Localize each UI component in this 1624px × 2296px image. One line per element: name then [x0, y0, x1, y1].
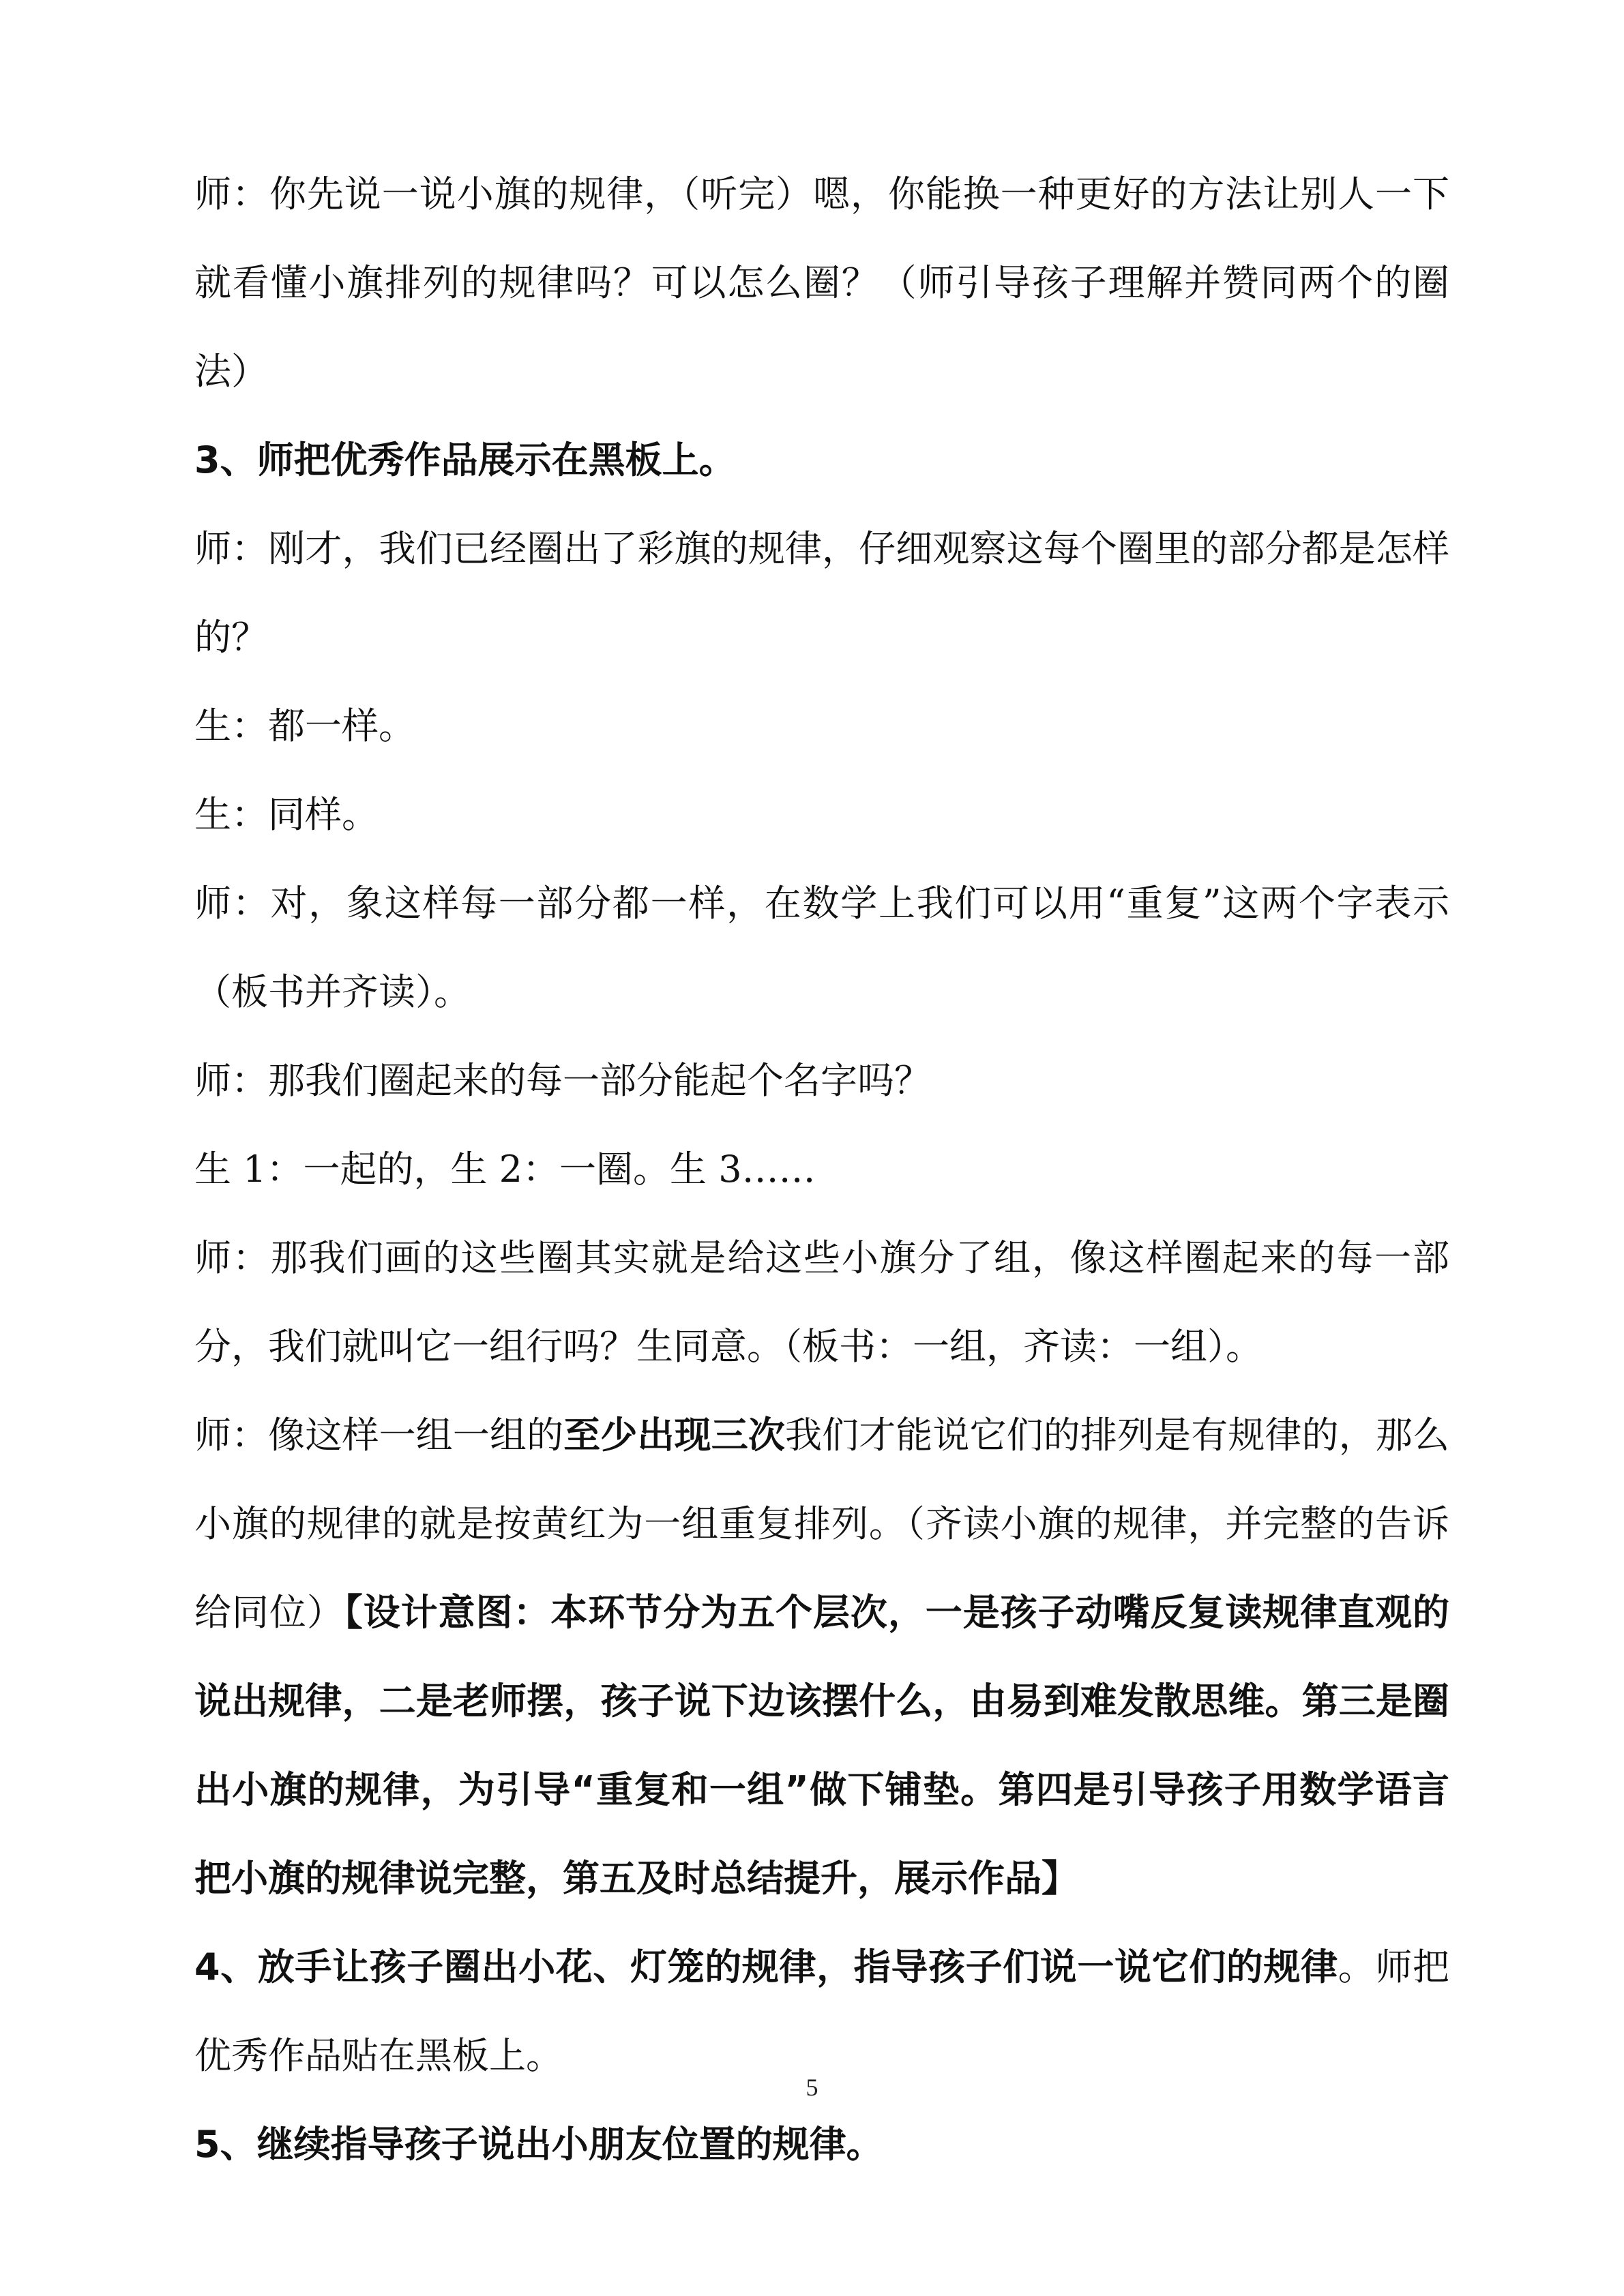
- paragraph: [194, 150, 1449, 416]
- bold-text-segment: 5、继续指导孩子说出小朋友位置的规律。: [194, 2123, 883, 2166]
- text-segment: 师：刚才，我们已经圈出了彩旗的规律，仔细观察这每个圈里的部分都是怎样的？: [194, 527, 1449, 659]
- bold-text-segment: 【设计意图：本环节分为五个层次，一是孩子动嘴反复读规律直观的说出规律，二是老师摆，孩子说下边该摆什么，由易到难发散思维。第三是圈出小旗的规律，为引导“重复和一组”做下铺垫。第四是引导孩子用数学语言把小旗的规律说完整，第五及时总结提升，展示作品】: [194, 1591, 1450, 1900]
- paragraph: [194, 416, 1449, 505]
- text-segment: 师：对，象这样每一部分都一样，在数学上我们可以用“重复”这两个字表示（板书并齐读）。: [194, 882, 1449, 1013]
- text-segment: 师：你先说一说小旗的规律，（听完）嗯，你能换一种更好的方法让别人一下就看懂小旗排列的规律吗？可以怎么圈？（师引导孩子理解并赞同两个的圈法）: [194, 173, 1449, 393]
- text-segment: 生：同样。: [194, 793, 379, 836]
- paragraph: [194, 1391, 1449, 1923]
- page-number: 5: [806, 2074, 818, 2101]
- text-segment: 师：那我们圈起来的每一部分能起个名字吗？: [194, 1059, 931, 1102]
- document-body: [194, 150, 1449, 2189]
- bold-text-segment: 4、放手让孩子圈出小花、灯笼的规律，指导孩子们说一说它们的规律: [194, 1945, 1338, 1988]
- paragraph: [194, 1125, 1449, 1214]
- text-segment: 。师把优秀作品贴在黑板上。: [194, 1945, 1450, 2077]
- text-segment: 生 1：一起的，生 2：一圈。生 3……: [194, 1148, 816, 1191]
- paragraph: [194, 505, 1449, 682]
- paragraph: [194, 859, 1449, 1037]
- paragraph: [194, 771, 1449, 859]
- paragraph: [194, 682, 1449, 771]
- text-segment: 师：像这样一组一组的: [194, 1414, 564, 1457]
- text-segment: 师：那我们画的这些圈其实就是给这些小旗分了组，像这样圈起来的每一部分，我们就叫它一组行吗？生同意。（板书：一组，齐读：一组）。: [194, 1236, 1449, 1368]
- text-segment: 生：都一样。: [194, 704, 415, 747]
- paragraph: [194, 2100, 1449, 2189]
- bold-text-segment: 3、师把优秀作品展示在黑板上。: [194, 438, 736, 481]
- bold-text-segment: 至少出现三次: [563, 1414, 785, 1457]
- paragraph: [194, 1214, 1449, 1391]
- text-segment: 我们才能说它们的排列是有规律的，那么小旗的规律的就是按黄红为一组重复排列。（齐读小旗的规律，并完整的告诉给同位）: [194, 1414, 1450, 1634]
- paragraph: [194, 1037, 1449, 1125]
